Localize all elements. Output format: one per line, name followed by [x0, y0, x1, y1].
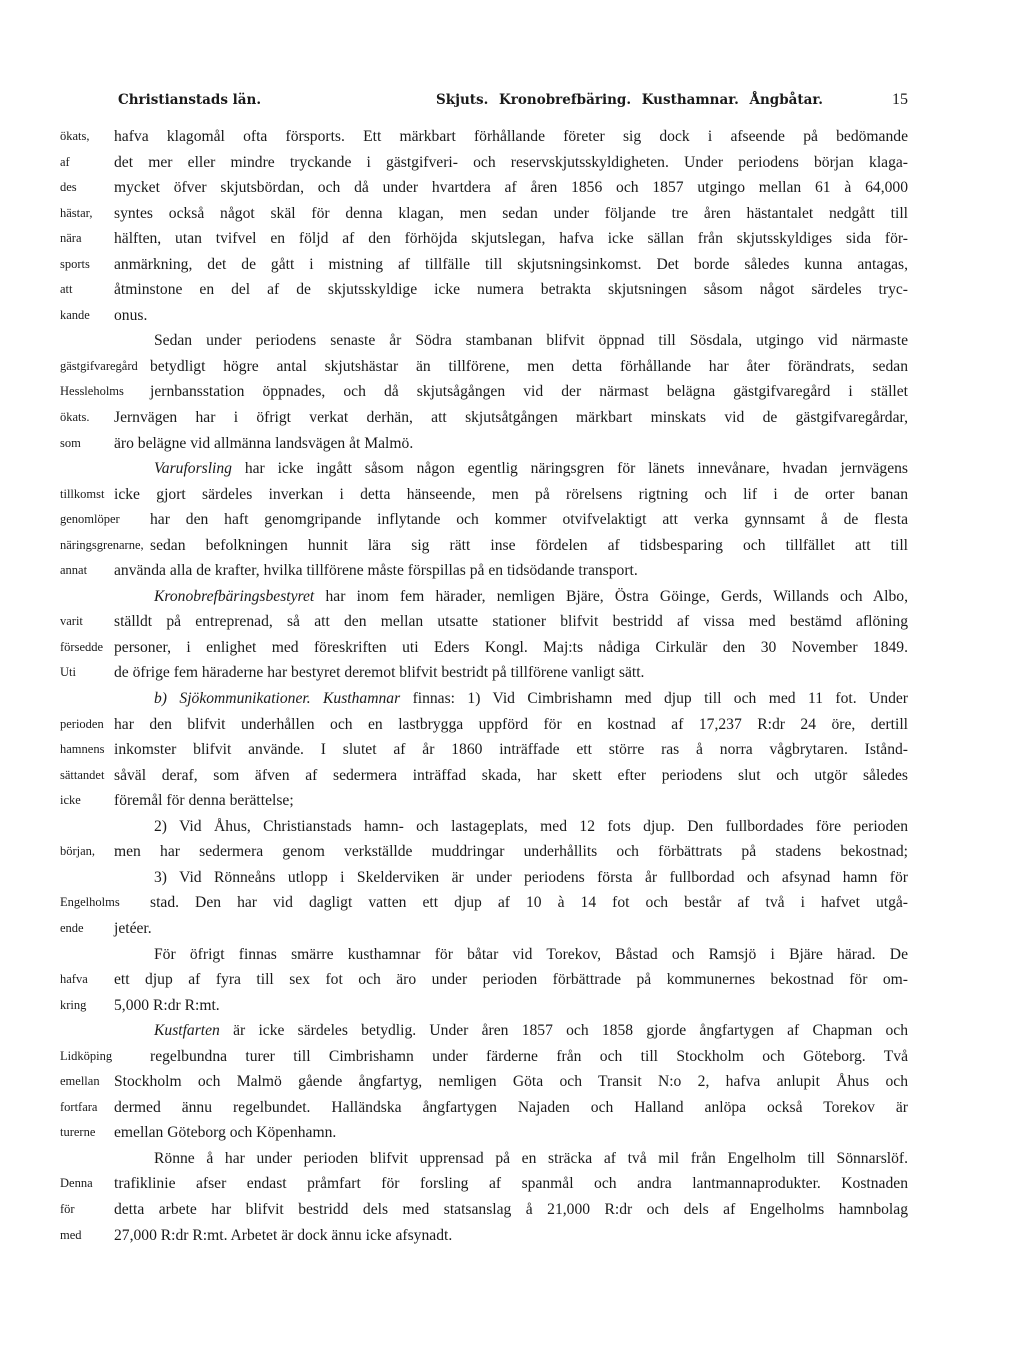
line-text: emellan Göteborg och Köpenhamn. [114, 1124, 337, 1142]
line-text: Rönne å har under perioden blifvit upprensad på en sträcka af två mil från Engelholm till Sönnarslöf. [154, 1149, 908, 1167]
text-line: ökats. Jernvägen har i öfrigt verkat derhän, att skjutsåtgången märkbart minskats vid de gästgifvaregårdar, [62, 405, 908, 431]
line-text: föremål för denna berättelse; [114, 792, 294, 810]
text-line: gästgifvaregård betydligt högre antal skjutshästar än tillförene, men detta förhållande har åter förändrats, sedan [62, 354, 908, 380]
text-line: turerne emellan Göteborg och Köpenhamn. [62, 1120, 908, 1146]
text-line: Lidköping regelbundna turer till Cimbrishamn under färderne från och till Stockholm och Göteborg. Två [62, 1044, 908, 1070]
line-text: Stockholm och Malmö gående ångfartyg, nemligen Göta och Transit N:o 2, hafva anlupit Åhus och [114, 1073, 908, 1091]
text-line [62, 328, 908, 354]
line-text: har den blifvit underhållen och en lastbrygga uppförd för en kostnad af 17,237 R:dr 24 öre, dertill [114, 715, 908, 733]
text-line: kring 5,000 R:dr R:mt. [62, 993, 908, 1019]
text-line: perioden har den blifvit underhållen och en lastbrygga uppförd för en kostnad af 17,237 R:dr 24 öre, dertill [62, 712, 908, 738]
line-text: stad. Den har vid dagligt vatten ett djup af 10 à 14 fot och består af två i hafvet utgå- [150, 894, 908, 912]
line-text: Kronobrefbäringsbestyret har inom fem härader, nemligen Bjäre, Östra Göinge, Gerds, Willands och Albo, [154, 587, 908, 605]
text-line: af det mer eller mindre tryckande i gästgifveri- och reservskjutsskyldigheten. Under periodens början klaga- [62, 150, 908, 176]
text-line: ökats, hafva klagomål ofta försports. Ett märkbart förhållande företer sig dock i afseende på bedömande [62, 124, 908, 150]
line-text: 27,000 R:dr R:mt. Arbetet är dock ännu icke afsynadt. [114, 1226, 453, 1244]
text-line: sports anmärkning, det de gått i mistning af tillfälle till skjutsningsinkomst. Det borde således kunna antagas, [62, 252, 908, 278]
line-text: jernbansstation öppnades, och då skjutsågången vid der närmast belägna gästgifvaregård i stället [150, 383, 908, 401]
text-line: Uti de öfrige fem häraderne har bestyret deremot blifvit bestridt på tillförene vanligt sätt. [62, 660, 908, 686]
text-line: varit ställdt på entreprenad, så att den mellan utsatte stationer blifvit bestridd af vissa med bestämd aflöning [62, 609, 908, 635]
text-line [62, 686, 908, 712]
text-line: hästar, syntes också något skäl för denna klagan, men sedan under följande tre åren hästantalet nedgått till [62, 201, 908, 227]
line-text: anmärkning, det de gått i mistning af tillfälle till skjutsningsinkomst. Det borde således kunna antagas, [114, 255, 908, 273]
text-line: försedde personer, i enlighet med föreskriften uti Eders Kongl. Maj:ts nådiga Cirkulär den 30 November 1849. [62, 635, 908, 661]
text-line: näringsgrenarne, sedan befolkningen hunnit lära sig rätt inse fördelen af tidsbesparing och tillfället att till [62, 533, 908, 559]
line-text: 3) Vid Rönneåns utlopp i Skelderviken är under periodens första år fullbordad och afsynad hamn för [154, 868, 908, 886]
line-text: har den haft genomgripande inflytande och kommer otvifvelaktigt att verka gynnsamt å de flesta [150, 511, 908, 529]
body-text [62, 124, 908, 1248]
line-text: inkomster blifvit använde. I slutet af år 1860 inträffade ett större ras å norra vågbrytaren. Istånd- [114, 741, 908, 759]
text-line: genomlöper har den haft genomgripande inflytande och kommer otvifvelaktigt att verka gynnsamt å de flesta [62, 507, 908, 533]
text-line [62, 1146, 908, 1172]
text-line [62, 814, 908, 840]
header-topics: Skjuts. Kronobrefbäring. Kusthamnar. Ångbåtar. [436, 92, 823, 108]
line-text: dermed ännu regelbundet. Halländska ångfartygen Najaden och Halland anlöpa också Torekov är [114, 1098, 908, 1116]
text-line: tillkomst icke gjort särdeles inverkan i detta hänseende, men på rörelsens rigtning och lif i de orter banan [62, 482, 908, 508]
text-line: icke föremål för denna berättelse; [62, 788, 908, 814]
text-line: kande onus. [62, 303, 908, 329]
text-line: nära hälften, utan tvifvel en följd af den förhöjda skjutslegan, hafva icke sällan från skjutsskyldiges sida för- [62, 226, 908, 252]
line-text: syntes också något skäl för denna klagan, men sedan under följande tre åren hästantalet nedgått till [114, 204, 908, 222]
line-text: 5,000 R:dr R:mt. [114, 996, 220, 1014]
line-text: trafiklinie afser endast pråmfart för forsling af spanmål och andra lantmannaprodukter. Kostnaden [114, 1175, 908, 1193]
line-text: jetéer. [114, 919, 152, 937]
text-line [62, 865, 908, 891]
line-text: Kustfarten är icke särdeles betydlig. Under åren 1857 och 1858 gjorde ångfartygen af Chapman och [154, 1022, 908, 1040]
line-text: mycket öfver skjutsbördan, och då under hvartdera af åren 1856 och 1857 utgingo mellan 61 à 64,000 [114, 179, 908, 197]
text-line [62, 456, 908, 482]
text-line [62, 942, 908, 968]
line-text: Sedan under periodens senaste år Södra stambanan blifvit öppnad till Sösdala, utgingo vid närmaste [154, 332, 908, 350]
line-text: betydligt högre antal skjutshästar än tillförene, men detta förhållande har åter förändrats, sedan [150, 357, 908, 375]
line-text: detta arbete har blifvit bestridd dels med statsanslag å 21,000 R:dr och dels af Engelholms hamnbolag [114, 1200, 908, 1218]
text-line: Hessleholms jernbansstation öppnades, och då skjutsågången vid der närmast belägna gästgifvaregård i stället [62, 379, 908, 405]
line-text: b) Sjökommunikationer. Kusthamnar finnas: 1) Vid Cimbrishamn med djup till och med 11 fot. Under [154, 690, 908, 708]
line-text: använda alla de krafter, hvilka tillförene måste förspillas på en tidsödande transport. [114, 562, 638, 580]
text-line: för detta arbete har blifvit bestridd dels med statsanslag å 21,000 R:dr och dels af Engelholms hamnbolag [62, 1197, 908, 1223]
line-text: hälften, utan tvifvel en följd af den förhöjda skjutslegan, hafva icke sällan från skjutsskyldiges sida för- [114, 230, 908, 248]
line-text: äro belägne vid allmänna landsvägen åt Malmö. [114, 434, 414, 452]
line-text: onus. [114, 306, 148, 324]
line-text: personer, i enlighet med föreskriften uti Eders Kongl. Maj:ts nådiga Cirkulär den 30 November 1849. [114, 638, 908, 656]
line-text: ställdt på entreprenad, så att den mellan utsatte stationer blifvit bestridd af vissa med bestämd aflöning [114, 613, 908, 631]
line-text: Varuforsling har icke ingått såsom någon egentlig näringsgren för länets innevånare, hvadan jernvägens [154, 460, 908, 478]
line-text: sedan befolkningen hunnit lära sig rätt inse fördelen af tidsbesparing och tillfället att till [150, 536, 908, 554]
text-line [62, 1018, 908, 1044]
line-text: Jernvägen har i öfrigt verkat derhän, att skjutsåtgången märkbart minskats vid de gästgifvaregårdar, [114, 409, 908, 427]
text-line: fortfara dermed ännu regelbundet. Halländska ångfartygen Najaden och Halland anlöpa också Torekov är [62, 1095, 908, 1121]
line-text: såväl deraf, som äfven af sedermera inträffad skada, har skett efter periodens slut och utgör således [114, 766, 908, 784]
line-text: de öfrige fem häraderne har bestyret deremot blifvit bestridt på tillförene vanligt sätt. [114, 664, 645, 682]
line-text: men har sedermera genom verkställde muddringar underhållits och förbättrats på stadens bekostnad; [114, 843, 908, 861]
text-line: med 27,000 R:dr R:mt. Arbetet är dock ännu icke afsynadt. [62, 1223, 908, 1249]
line-text: åtminstone en del af de skjutsskyldige icke numera betrakta skjutsningen såsom något särdeles tryc- [114, 281, 908, 299]
text-line: Denna trafiklinie afser endast pråmfart för forsling af spanmål och andra lantmannaprodukter. Kostnaden [62, 1171, 908, 1197]
line-text: hafva klagomål ofta försports. Ett märkbart förhållande företer sig dock i afseende på bedömande [114, 128, 908, 145]
text-line [62, 584, 908, 610]
line-text: För öfrigt finnas smärre kusthamnar för båtar vid Torekov, Båstad och Ramsjö i Bjäre härad. De [154, 945, 908, 963]
text-line: annat använda alla de krafter, hvilka tillförene måste förspillas på en tidsödande transport. [62, 558, 908, 584]
line-text: det mer eller mindre tryckande i gästgifveri- och reservskjutsskyldigheten. Under periodens början klaga- [114, 153, 908, 171]
running-header [118, 92, 908, 114]
line-text: icke gjort särdeles inverkan i detta hänseende, men på rörelsens rigtning och lif i de orter banan [114, 485, 908, 503]
text-line: ende jetéer. [62, 916, 908, 942]
text-line: att åtminstone en del af de skjutsskyldige icke numera betrakta skjutsningen såsom något särdeles tryc- [62, 277, 908, 303]
text-line: hafva ett djup af fyra till sex fot och äro under perioden förbättrade på kommunernes bekostnad för om- [62, 967, 908, 993]
text-line: hamnens inkomster blifvit använde. I slutet af år 1860 inträffade ett större ras å norra vågbrytaren. Istånd- [62, 737, 908, 763]
header-county: Christianstads län. [118, 92, 262, 108]
page-number: 15 [892, 91, 908, 108]
text-line: början, men har sedermera genom verkställde muddringar underhållits och förbättrats på stadens bekostnad; [62, 839, 908, 865]
line-text: ett djup af fyra till sex fot och äro under perioden förbättrade på kommunernes bekostnad för om- [114, 971, 908, 989]
line-text: regelbundna turer till Cimbrishamn under färderne från och till Stockholm och Göteborg. Två [150, 1047, 908, 1065]
text-line: sättandet såväl deraf, som äfven af sedermera inträffad skada, har skett efter periodens slut och utgör således [62, 763, 908, 789]
text-line: Engelholms stad. Den har vid dagligt vatten ett djup af 10 à 14 fot och består af två i hafvet utgå- [62, 890, 908, 916]
text-line: emellan Stockholm och Malmö gående ångfartyg, nemligen Göta och Transit N:o 2, hafva anlupit Åhus och [62, 1069, 908, 1095]
text-line: som äro belägne vid allmänna landsvägen åt Malmö. [62, 431, 908, 457]
text-line: des mycket öfver skjutsbördan, och då under hvartdera af åren 1856 och 1857 utgingo mellan 61 à 64,000 [62, 175, 908, 201]
line-text: 2) Vid Åhus, Christianstads hamn- och lastageplats, med 12 fots djup. Den fullbordades före perioden [154, 817, 908, 835]
